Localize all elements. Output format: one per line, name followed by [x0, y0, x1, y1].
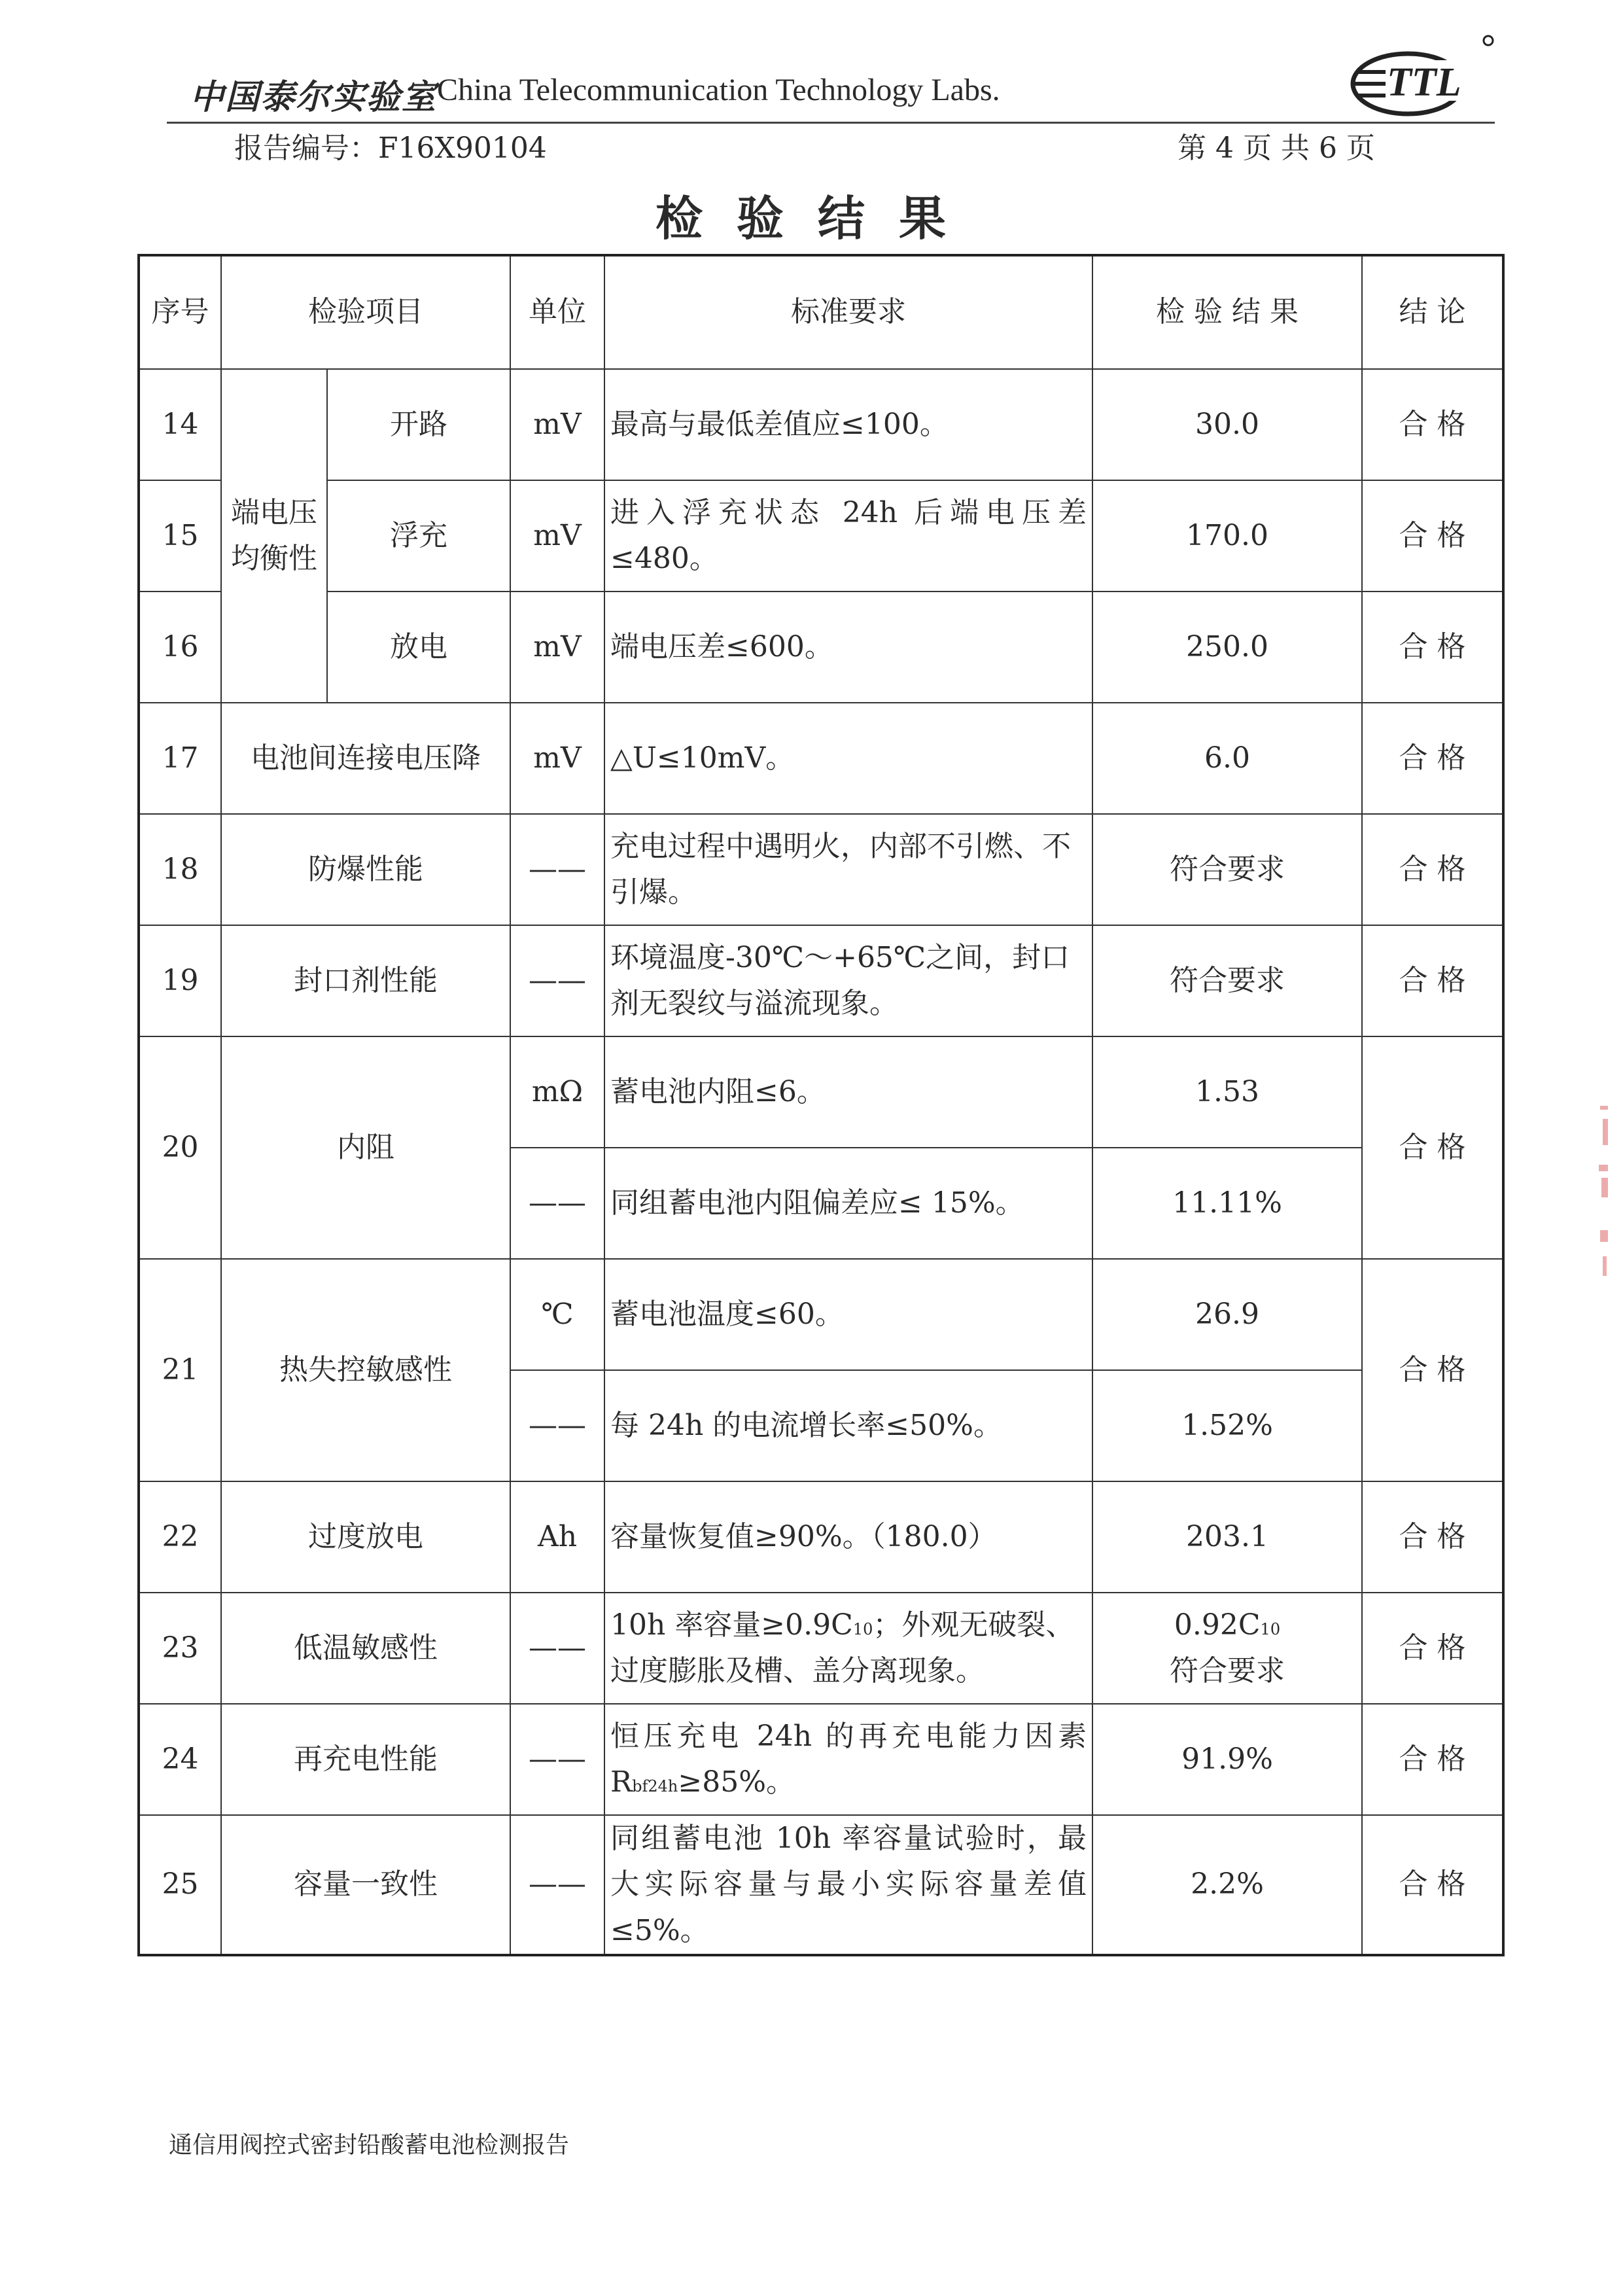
- row-requirement: 恒压充电 24h 的再充电能力因素 Rbf24h≥85%。: [604, 1704, 1092, 1815]
- row-conclusion: 合 格: [1362, 925, 1503, 1036]
- row-no: 15: [139, 480, 221, 592]
- row-requirement: 端电压差≤600。: [604, 592, 1092, 703]
- row-requirement: 环境温度-30℃～+65℃之间，封口剂无裂纹与溢流现象。: [604, 925, 1092, 1036]
- row-requirement: 同组蓄电池内阻偏差应≤ 15%。: [604, 1148, 1092, 1259]
- row-no: 23: [139, 1593, 221, 1704]
- header-item: 检验项目: [221, 255, 510, 369]
- row-result: 170.0: [1092, 480, 1362, 592]
- results-table: [137, 254, 1505, 1956]
- row-conclusion: 合 格: [1362, 369, 1503, 480]
- row-requirement: 10h 率容量≥0.9C10；外观无破裂、过度膨胀及槽、盖分离现象。: [604, 1593, 1092, 1704]
- lab-name-cn: 中国泰尔实验室: [190, 77, 438, 117]
- row-item: 浮充: [327, 480, 510, 592]
- row-result: 1.53: [1092, 1036, 1362, 1148]
- row-requirement: 每 24h 的电流增长率≤50%。: [604, 1370, 1092, 1481]
- ttl-logo: [1348, 26, 1498, 124]
- row-unit: mV: [510, 480, 604, 592]
- row-result: 203.1: [1092, 1481, 1362, 1593]
- table-row: [139, 703, 1503, 814]
- header-rule: [167, 122, 1495, 124]
- row-unit: ——: [510, 1704, 604, 1815]
- row-result: 2.2%: [1092, 1815, 1362, 1955]
- row-requirement: 同组蓄电池 10h 率容量试验时，最大实际容量与最小实际容量差值≤5%。: [604, 1815, 1092, 1955]
- row-conclusion: 合 格: [1362, 1593, 1503, 1704]
- page-title: 检验结果: [655, 190, 980, 246]
- row-result: 11.11%: [1092, 1148, 1362, 1259]
- row-unit: ——: [510, 1593, 604, 1704]
- row-requirement: 蓄电池温度≤60。: [604, 1259, 1092, 1370]
- header-no: 序号: [139, 255, 221, 369]
- row-result: 30.0: [1092, 369, 1362, 480]
- row-no: 16: [139, 592, 221, 703]
- row-result: 6.0: [1092, 703, 1362, 814]
- table-row: [139, 814, 1503, 925]
- row-conclusion: 合 格: [1362, 1036, 1503, 1259]
- row-requirement: △U≤10mV。: [604, 703, 1092, 814]
- page-info: 第 4 页 共 6 页: [1178, 132, 1375, 165]
- row-item: 过度放电: [221, 1481, 510, 1593]
- row-item: 防爆性能: [221, 814, 510, 925]
- row-no: 22: [139, 1481, 221, 1593]
- row-no: 25: [139, 1815, 221, 1955]
- row-no: 24: [139, 1704, 221, 1815]
- row-unit: mΩ: [510, 1036, 604, 1148]
- header-requirement: 标准要求: [604, 255, 1092, 369]
- row-unit: ——: [510, 814, 604, 925]
- row-no: 14: [139, 369, 221, 480]
- row-unit: ——: [510, 1370, 604, 1481]
- row-unit: ——: [510, 1148, 604, 1259]
- row-item: 封口剂性能: [221, 925, 510, 1036]
- row-item: 放电: [327, 592, 510, 703]
- seal-fragment: [1596, 1080, 1616, 1296]
- row-result: 0.92C10 符合要求: [1092, 1593, 1362, 1704]
- group-label: 端电压均衡性: [221, 369, 327, 703]
- row-item: 热失控敏感性: [221, 1259, 510, 1481]
- table-row: [139, 925, 1503, 1036]
- lab-name-en: China Telecommunication Technology Labs.: [437, 73, 1000, 107]
- row-requirement: 容量恢复值≥90%。（180.0）: [604, 1481, 1092, 1593]
- table-row: [139, 1259, 1503, 1370]
- row-result: 91.9%: [1092, 1704, 1362, 1815]
- row-requirement: 蓄电池内阻≤6。: [604, 1036, 1092, 1148]
- row-unit: ℃: [510, 1259, 604, 1370]
- row-item: 开路: [327, 369, 510, 480]
- row-result: 符合要求: [1092, 925, 1362, 1036]
- table-row: [139, 1815, 1503, 1955]
- table-row: [139, 592, 1503, 703]
- row-unit: ——: [510, 1815, 604, 1955]
- row-unit: Ah: [510, 1481, 604, 1593]
- row-conclusion: 合 格: [1362, 1704, 1503, 1815]
- row-item: 容量一致性: [221, 1815, 510, 1955]
- report-number: 报告编号：F16X90104: [234, 132, 547, 165]
- row-unit: ——: [510, 925, 604, 1036]
- table-row: [139, 1036, 1503, 1148]
- table-row: [139, 1481, 1503, 1593]
- row-no: 18: [139, 814, 221, 925]
- row-conclusion: 合 格: [1362, 814, 1503, 925]
- table-header-row: [139, 255, 1503, 369]
- row-item: 再充电性能: [221, 1704, 510, 1815]
- row-unit: mV: [510, 592, 604, 703]
- header-conclusion: 结 论: [1362, 255, 1503, 369]
- table-row: [139, 1704, 1503, 1815]
- row-conclusion: 合 格: [1362, 1815, 1503, 1955]
- row-unit: mV: [510, 703, 604, 814]
- row-no: 17: [139, 703, 221, 814]
- row-item: 低温敏感性: [221, 1593, 510, 1704]
- row-unit: mV: [510, 369, 604, 480]
- header-unit: 单位: [510, 255, 604, 369]
- row-conclusion: 合 格: [1362, 592, 1503, 703]
- table-row: [139, 480, 1503, 592]
- row-result: 250.0: [1092, 592, 1362, 703]
- row-result: 符合要求: [1092, 814, 1362, 925]
- logo-text: TTL: [1387, 60, 1461, 105]
- row-conclusion: 合 格: [1362, 703, 1503, 814]
- row-conclusion: 合 格: [1362, 1259, 1503, 1481]
- table-row: [139, 369, 1503, 480]
- table-row: [139, 1593, 1503, 1704]
- row-conclusion: 合 格: [1362, 1481, 1503, 1593]
- row-no: 19: [139, 925, 221, 1036]
- row-requirement: 充电过程中遇明火，内部不引燃、不引爆。: [604, 814, 1092, 925]
- row-requirement: 最高与最低差值应≤100。: [604, 369, 1092, 480]
- row-conclusion: 合 格: [1362, 480, 1503, 592]
- row-no: 21: [139, 1259, 221, 1481]
- row-result: 26.9: [1092, 1259, 1362, 1370]
- row-requirement: 进入浮充状态 24h 后端电压差≤480。: [604, 480, 1092, 592]
- row-item: 内阻: [221, 1036, 510, 1259]
- header-result: 检 验 结 果: [1092, 255, 1362, 369]
- row-no: 20: [139, 1036, 221, 1259]
- footer-note: 通信用阀控式密封铅酸蓄电池检测报告: [169, 2132, 570, 2159]
- row-item: 电池间连接电压降: [221, 703, 510, 814]
- row-result: 1.52%: [1092, 1370, 1362, 1481]
